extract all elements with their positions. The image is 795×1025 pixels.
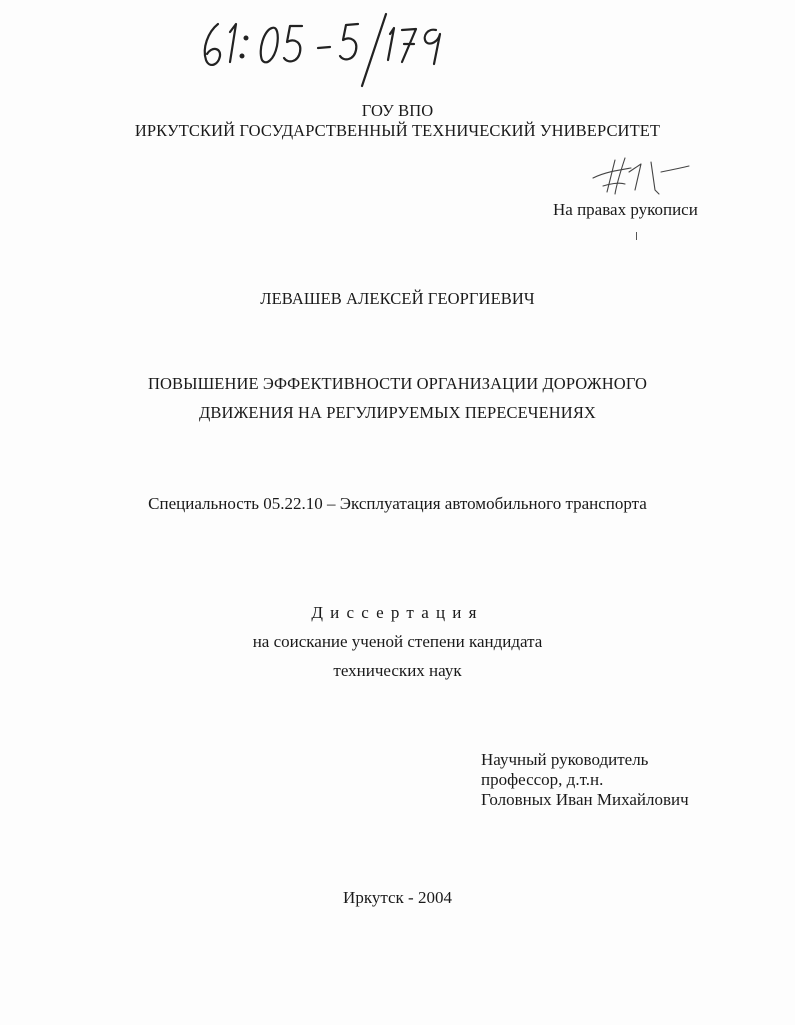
header-university: ИРКУТСКИЙ ГОСУДАРСТВЕННЫЙ ТЕХНИЧЕСКИЙ УНИВЕРСИТЕТ — [134, 121, 661, 140]
rights-note: На правах рукописи — [553, 200, 698, 219]
supervisor-role: Научный руководитель — [481, 750, 649, 769]
handwritten-signature-icon — [585, 150, 695, 245]
thesis-title-line-1: ПОВЫШЕНИЕ ЭФФЕКТИВНОСТИ ОРГАНИЗАЦИИ ДОРОЖНОГО — [147, 374, 648, 393]
header-org: ГОУ ВПО — [361, 101, 434, 120]
thesis-title-line-2: ДВИЖЕНИЯ НА РЕГУЛИРУЕМЫХ ПЕРЕСЕЧЕНИЯХ — [199, 403, 596, 422]
handwritten-stamp — [190, 10, 460, 90]
city-year: Иркутск - 2004 — [343, 888, 452, 907]
specialty: Специальность 05.22.10 – Эксплуатация автомобильного транспорта — [148, 494, 647, 513]
degree-line: на соискание ученой степени кандидата — [252, 632, 543, 651]
science-field: технических наук — [333, 661, 462, 680]
supervisor-name: Головных Иван Михайлович — [481, 790, 689, 809]
supervisor-rank: профессор, д.т.н. — [481, 770, 604, 789]
stray-ink-mark — [636, 232, 637, 240]
dissertation-heading: Диссертация — [311, 603, 484, 622]
author-name: ЛЕВАШЕВ АЛЕКСЕЙ ГЕОРГИЕВИЧ — [260, 289, 535, 308]
